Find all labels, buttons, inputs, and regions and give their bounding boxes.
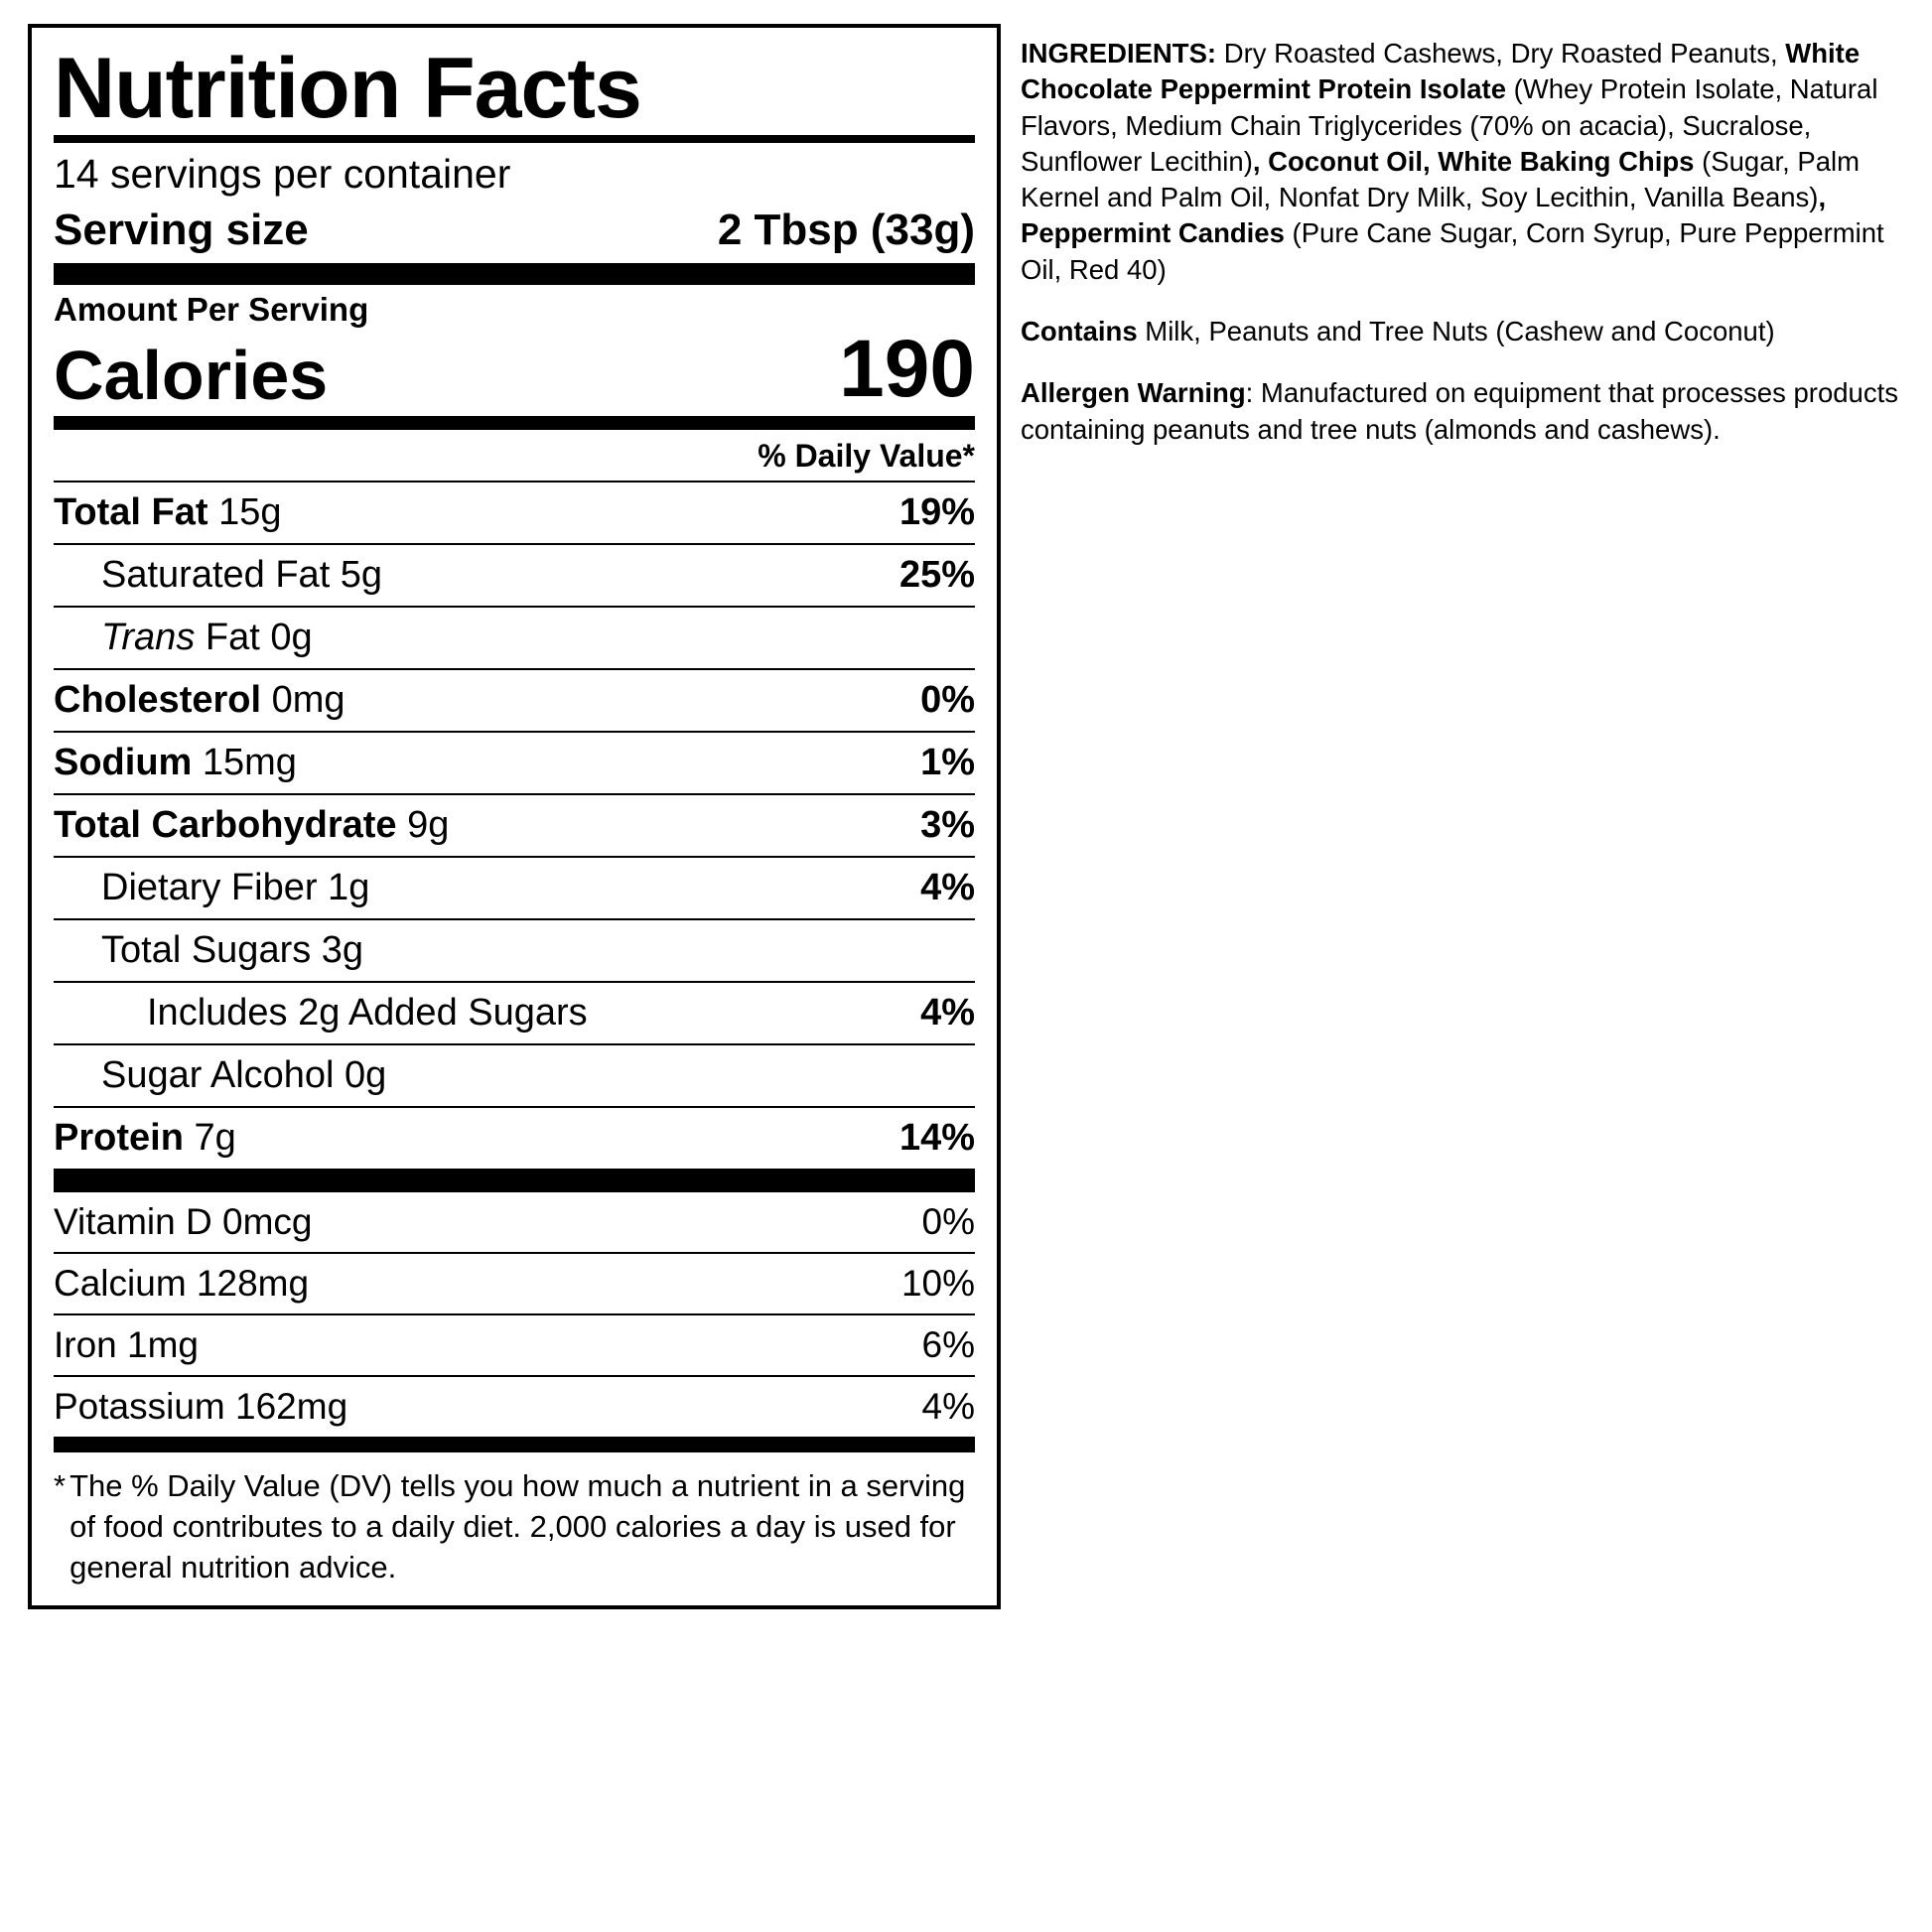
nutrient-name-bold: Total Carbohydrate xyxy=(54,803,397,846)
ingredients-text-1: Dry Roasted Cashews, Dry Roasted Peanuts, xyxy=(1216,38,1786,69)
contains-paragraph xyxy=(1021,314,1904,349)
vitamin-daily-value: 4% xyxy=(921,1385,975,1427)
vitamin-name: Vitamin D 0mcg xyxy=(54,1200,313,1242)
divider-under-protein xyxy=(54,1169,975,1190)
nutrient-name xyxy=(54,554,382,597)
nutrient-name-text: Dietary Fiber 1g xyxy=(101,866,370,908)
nutrient-name xyxy=(54,1054,386,1097)
contains-text: Milk, Peanuts and Tree Nuts (Cashew and Coconut) xyxy=(1137,316,1775,347)
nutrient-name-text: 9g xyxy=(396,803,450,846)
ingredients-paragraph xyxy=(1021,36,1904,288)
nutrient-row xyxy=(54,856,975,918)
nutrient-name xyxy=(54,867,369,909)
ingredients-text-4: (Pure Cane Sugar, Corn Syrup, Pure Peppermint Oil, Red 40) xyxy=(1021,217,1884,285)
ingredients-text-3: (Sugar, Palm Kernel and Palm Oil, Nonfat Dry Milk, Soy Lecithin, Vanilla Beans) xyxy=(1021,145,1861,213)
nutrient-name-italic: Trans xyxy=(101,616,196,658)
calories-row xyxy=(54,323,975,416)
nutrient-name-bold: Protein xyxy=(54,1116,184,1159)
allergen-label: Allergen Warning xyxy=(1021,377,1246,409)
vitamin-name: Calcium 128mg xyxy=(54,1262,310,1304)
ingredients-column xyxy=(1021,36,1904,474)
vitamin-row xyxy=(54,1190,975,1252)
ingredients-bold-3: , Peppermint Candies xyxy=(1021,182,1827,249)
nutrient-name-text: Saturated Fat 5g xyxy=(101,553,383,596)
vitamin-rows xyxy=(54,1190,975,1437)
nutrient-name-text: Total Sugars 3g xyxy=(101,928,364,971)
footnote-text: The % Daily Value (DV) tells you how much a nutrient in a serving of food contributes to a daily diet. 2,000 calories a day is used for general nutrition advice. xyxy=(69,1467,966,1585)
vitamin-name: Potassium 162mg xyxy=(54,1385,348,1427)
contains-label: Contains xyxy=(1021,316,1138,347)
nutrient-daily-value: 4% xyxy=(920,866,975,908)
footnote-star: * xyxy=(54,1467,67,1503)
nutrient-row xyxy=(54,793,975,856)
ingredients-text-2: (Whey Protein Isolate, Natural Flavors, Medium Chain Triglycerides (70% on acacia), Sucralose, Sunflower Lecithin) xyxy=(1021,73,1878,177)
nutrient-daily-value: 14% xyxy=(898,1116,975,1159)
nutrient-name-text: 7g xyxy=(183,1116,236,1159)
nutrient-row xyxy=(54,543,975,606)
nutrient-daily-value: 4% xyxy=(920,991,975,1034)
panel-title: Nutrition Facts xyxy=(54,41,641,136)
amount-per-serving-label: Amount Per Serving xyxy=(54,290,369,328)
serving-size-row xyxy=(54,204,975,263)
nutrient-name-bold: Total Fat xyxy=(54,490,208,533)
nutrient-name xyxy=(54,742,297,784)
nutrient-daily-value: 3% xyxy=(920,803,975,846)
nutrient-name-text: 0mg xyxy=(261,678,345,721)
nutrient-daily-value: 25% xyxy=(898,553,975,596)
nutrient-name xyxy=(54,992,588,1035)
nutrient-name-bold: Sodium xyxy=(54,741,193,783)
nutrient-name-text: Trans Fat 0g xyxy=(101,616,313,658)
ingredients-heading: INGREDIENTS: xyxy=(1021,38,1217,69)
nutrition-facts-panel xyxy=(28,24,1001,1609)
vitamin-row xyxy=(54,1252,975,1313)
serving-size-label: Serving size xyxy=(54,205,309,254)
nutrient-name xyxy=(54,804,449,847)
footnote xyxy=(54,1452,975,1588)
divider-under-vitamins xyxy=(54,1437,975,1452)
nutrient-name xyxy=(54,491,281,534)
nutrient-row xyxy=(54,668,975,731)
nutrient-name-text: Includes 2g Added Sugars xyxy=(147,991,588,1034)
vitamin-daily-value: 6% xyxy=(921,1323,975,1365)
daily-value-header: % Daily Value* xyxy=(758,437,975,474)
nutrient-row xyxy=(54,606,975,668)
ingredients-bold-1: White Chocolate Peppermint Protein Isolate xyxy=(1021,38,1861,105)
calories-label: Calories xyxy=(54,336,329,414)
nutrient-name xyxy=(54,617,313,659)
divider-under-calories xyxy=(54,416,975,430)
nutrient-name-text: Sugar Alcohol 0g xyxy=(101,1053,387,1096)
nutrient-daily-value: 0% xyxy=(920,678,975,721)
vitamin-daily-value: 0% xyxy=(921,1200,975,1242)
nutrient-rows xyxy=(54,481,975,1169)
nutrient-daily-value: 19% xyxy=(898,490,975,533)
nutrient-name xyxy=(54,1117,236,1160)
vitamin-name: Iron 1mg xyxy=(54,1323,200,1365)
nutrient-row xyxy=(54,1106,975,1169)
servings-per-container: 14 servings per container xyxy=(54,150,511,197)
nutrient-row xyxy=(54,981,975,1043)
allergen-text: : Manufactured on equipment that processes products containing peanuts and tree nuts (almonds and cashews). xyxy=(1021,377,1898,445)
divider-thick-above-calories xyxy=(54,263,975,285)
nutrient-row xyxy=(54,731,975,793)
nutrient-name xyxy=(54,929,363,972)
serving-size-value: 2 Tbsp (33g) xyxy=(717,205,975,254)
vitamin-daily-value: 10% xyxy=(900,1262,975,1304)
nutrient-row xyxy=(54,481,975,543)
nutrient-name xyxy=(54,679,345,722)
nutrient-name-text: 15mg xyxy=(192,741,297,783)
nutrient-name-bold: Cholesterol xyxy=(54,678,262,721)
nutrient-name-text: 15g xyxy=(207,490,282,533)
vitamin-row xyxy=(54,1375,975,1437)
ingredients-bold-2: , Coconut Oil, White Baking Chips xyxy=(1252,145,1695,177)
nutrient-row xyxy=(54,1043,975,1106)
nutrient-row xyxy=(54,918,975,981)
allergen-paragraph xyxy=(1021,375,1904,448)
vitamin-row xyxy=(54,1313,975,1375)
nutrient-daily-value: 1% xyxy=(920,741,975,783)
calories-value: 190 xyxy=(839,323,975,414)
